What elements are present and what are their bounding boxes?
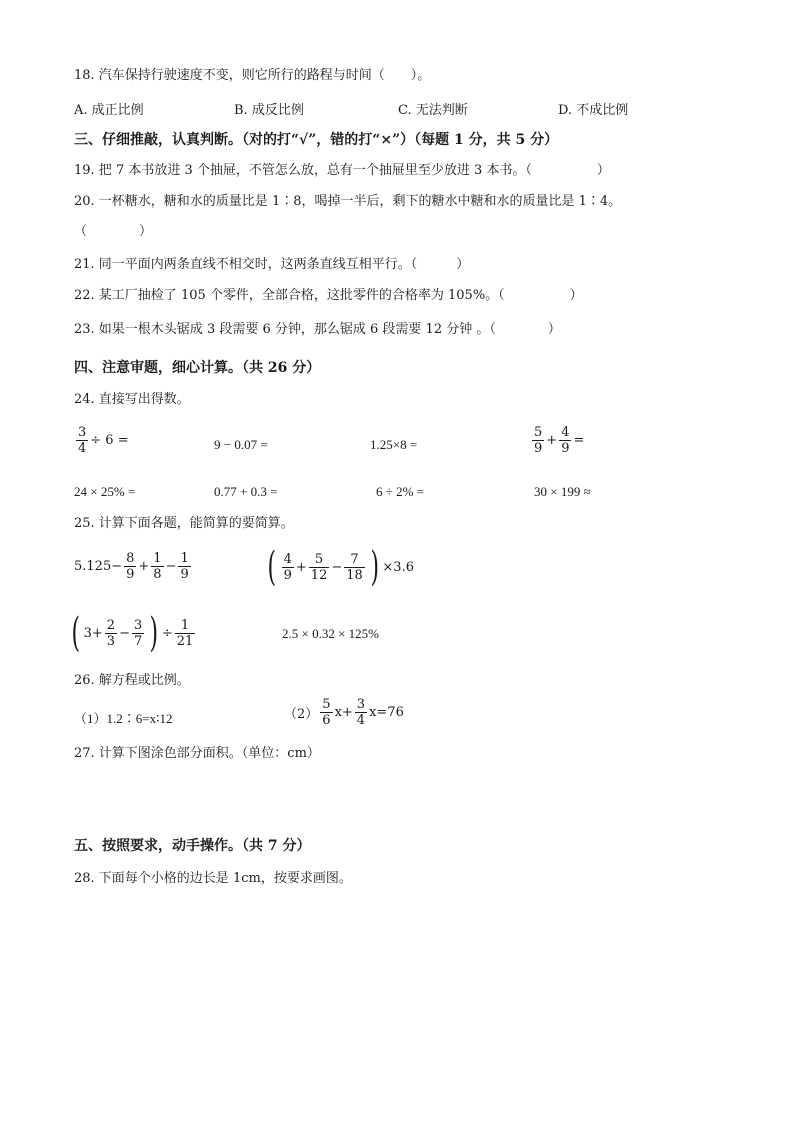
fraction: $\frac{3}{4}$	[356, 697, 366, 728]
fraction: $\frac{3}{4}$	[78, 425, 87, 456]
question-22: 22. 某工厂抽检了 105 个零件，全部合格，这批零件的合格率为 105%。（ ）	[74, 288, 583, 303]
fraction: $\frac{4}{9}$	[283, 551, 292, 583]
q26-part-2: （2） $\frac{5}{6}$ x+ $\frac{3}{4}$ x=76	[284, 697, 404, 728]
q26-part-1: （1）1.2∶6=x∶12	[74, 711, 173, 726]
section-4-title: 四、注意审题，细心计算。（共 26 分）	[74, 360, 321, 376]
q24-expr-1: $\frac{3}{4}$ ÷ 6 =	[78, 425, 129, 456]
fraction: $\frac{1}{21}$	[176, 617, 194, 649]
fraction: $\frac{5}{6}$	[322, 697, 331, 728]
question-27: 27. 计算下图涂色部分面积。（单位：cm）	[74, 746, 320, 761]
fraction: $\frac{3}{7}$	[133, 617, 143, 649]
question-18: 18. 汽车保持行驶速度不变，则它所行的路程与时间（ ）。	[74, 68, 431, 83]
q18-option-b: B. 成反比例	[234, 103, 304, 118]
question-24-title: 24. 直接写出得数。	[74, 392, 190, 407]
q24-expr-5: 24 × 25% =	[74, 484, 136, 499]
q25-expr-3: ( 3+ $\frac{2}{3}$ − $\frac{3}{7}$ ) ÷ $\frac{1}{21}$	[71, 610, 194, 656]
q24-expr-7: 6 ÷ 2% =	[376, 484, 425, 499]
question-21: 21. 同一平面内两条直线不相交时，这两条直线互相平行。（ ）	[74, 257, 470, 272]
fraction: $\frac{4}{9}$	[561, 425, 570, 456]
fraction: $\frac{7}{18}$	[346, 551, 363, 583]
q18-option-c: C. 无法判断	[398, 103, 468, 118]
q24-expr-8: 30 × 199 ≈	[534, 484, 591, 499]
q25-expr-4: 2.5 × 0.32 × 125%	[282, 626, 379, 641]
question-25-title: 25. 计算下面各题，能简算的要简算。	[74, 516, 294, 531]
section-5-title: 五、按照要求，动手操作。（共 7 分）	[74, 838, 311, 854]
q24-expr-3: 1.25×8 =	[370, 437, 418, 452]
q24-expr-4: $\frac{5}{9}$ + $\frac{4}{9}$ =	[534, 425, 585, 456]
section-3-title: 三、仔细推敲，认真判断。（对的打“√”，错的打“×”）（每题 1 分，共 5 分）	[74, 132, 559, 148]
question-19: 19. 把 7 本书放进 3 个抽屉，不管怎么放，总有一个抽屉里至少放进 3 本书。（ ）	[74, 163, 610, 178]
q18-option-a: A. 成正比例	[74, 103, 144, 118]
question-26-title: 26. 解方程或比例。	[74, 673, 190, 688]
fraction: $\frac{8}{9}$	[126, 551, 135, 582]
question-23: 23. 如果一根木头锯成 3 段需要 6 分钟，那么锯成 6 段需要 12 分钟 。（ ）	[74, 322, 561, 337]
fraction: $\frac{5}{12}$	[310, 551, 328, 583]
question-20: 20. 一杯糖水，糖和水的质量比是 1∶8，喝掉一半后，剩下的糖水中糖和水的质量比是 1∶4。	[74, 194, 622, 209]
question-28: 28. 下面每个小格的边长是 1cm，按要求画图。	[74, 871, 352, 886]
question-20-blank: （ ）	[74, 224, 153, 239]
fraction: $\frac{1}{9}$	[180, 551, 189, 582]
q24-expr-2: 9 − 0.07 =	[214, 437, 268, 452]
fraction: $\frac{1}{8}$	[153, 551, 162, 582]
q18-option-d: D. 不成比例	[558, 103, 629, 118]
fraction: $\frac{2}{3}$	[106, 617, 116, 649]
q25-expr-1: 5.125− $\frac{8}{9}$ + $\frac{1}{8}$ − $\frac{1}{9}$	[74, 551, 189, 582]
q24-expr-6: 0.77 + 0.3 =	[214, 484, 278, 499]
fraction: $\frac{5}{9}$	[534, 425, 543, 456]
q25-expr-2: ( $\frac{4}{9}$ + $\frac{5}{12}$ − $\frac{7}{18}$ ) ×3.6	[267, 544, 414, 590]
